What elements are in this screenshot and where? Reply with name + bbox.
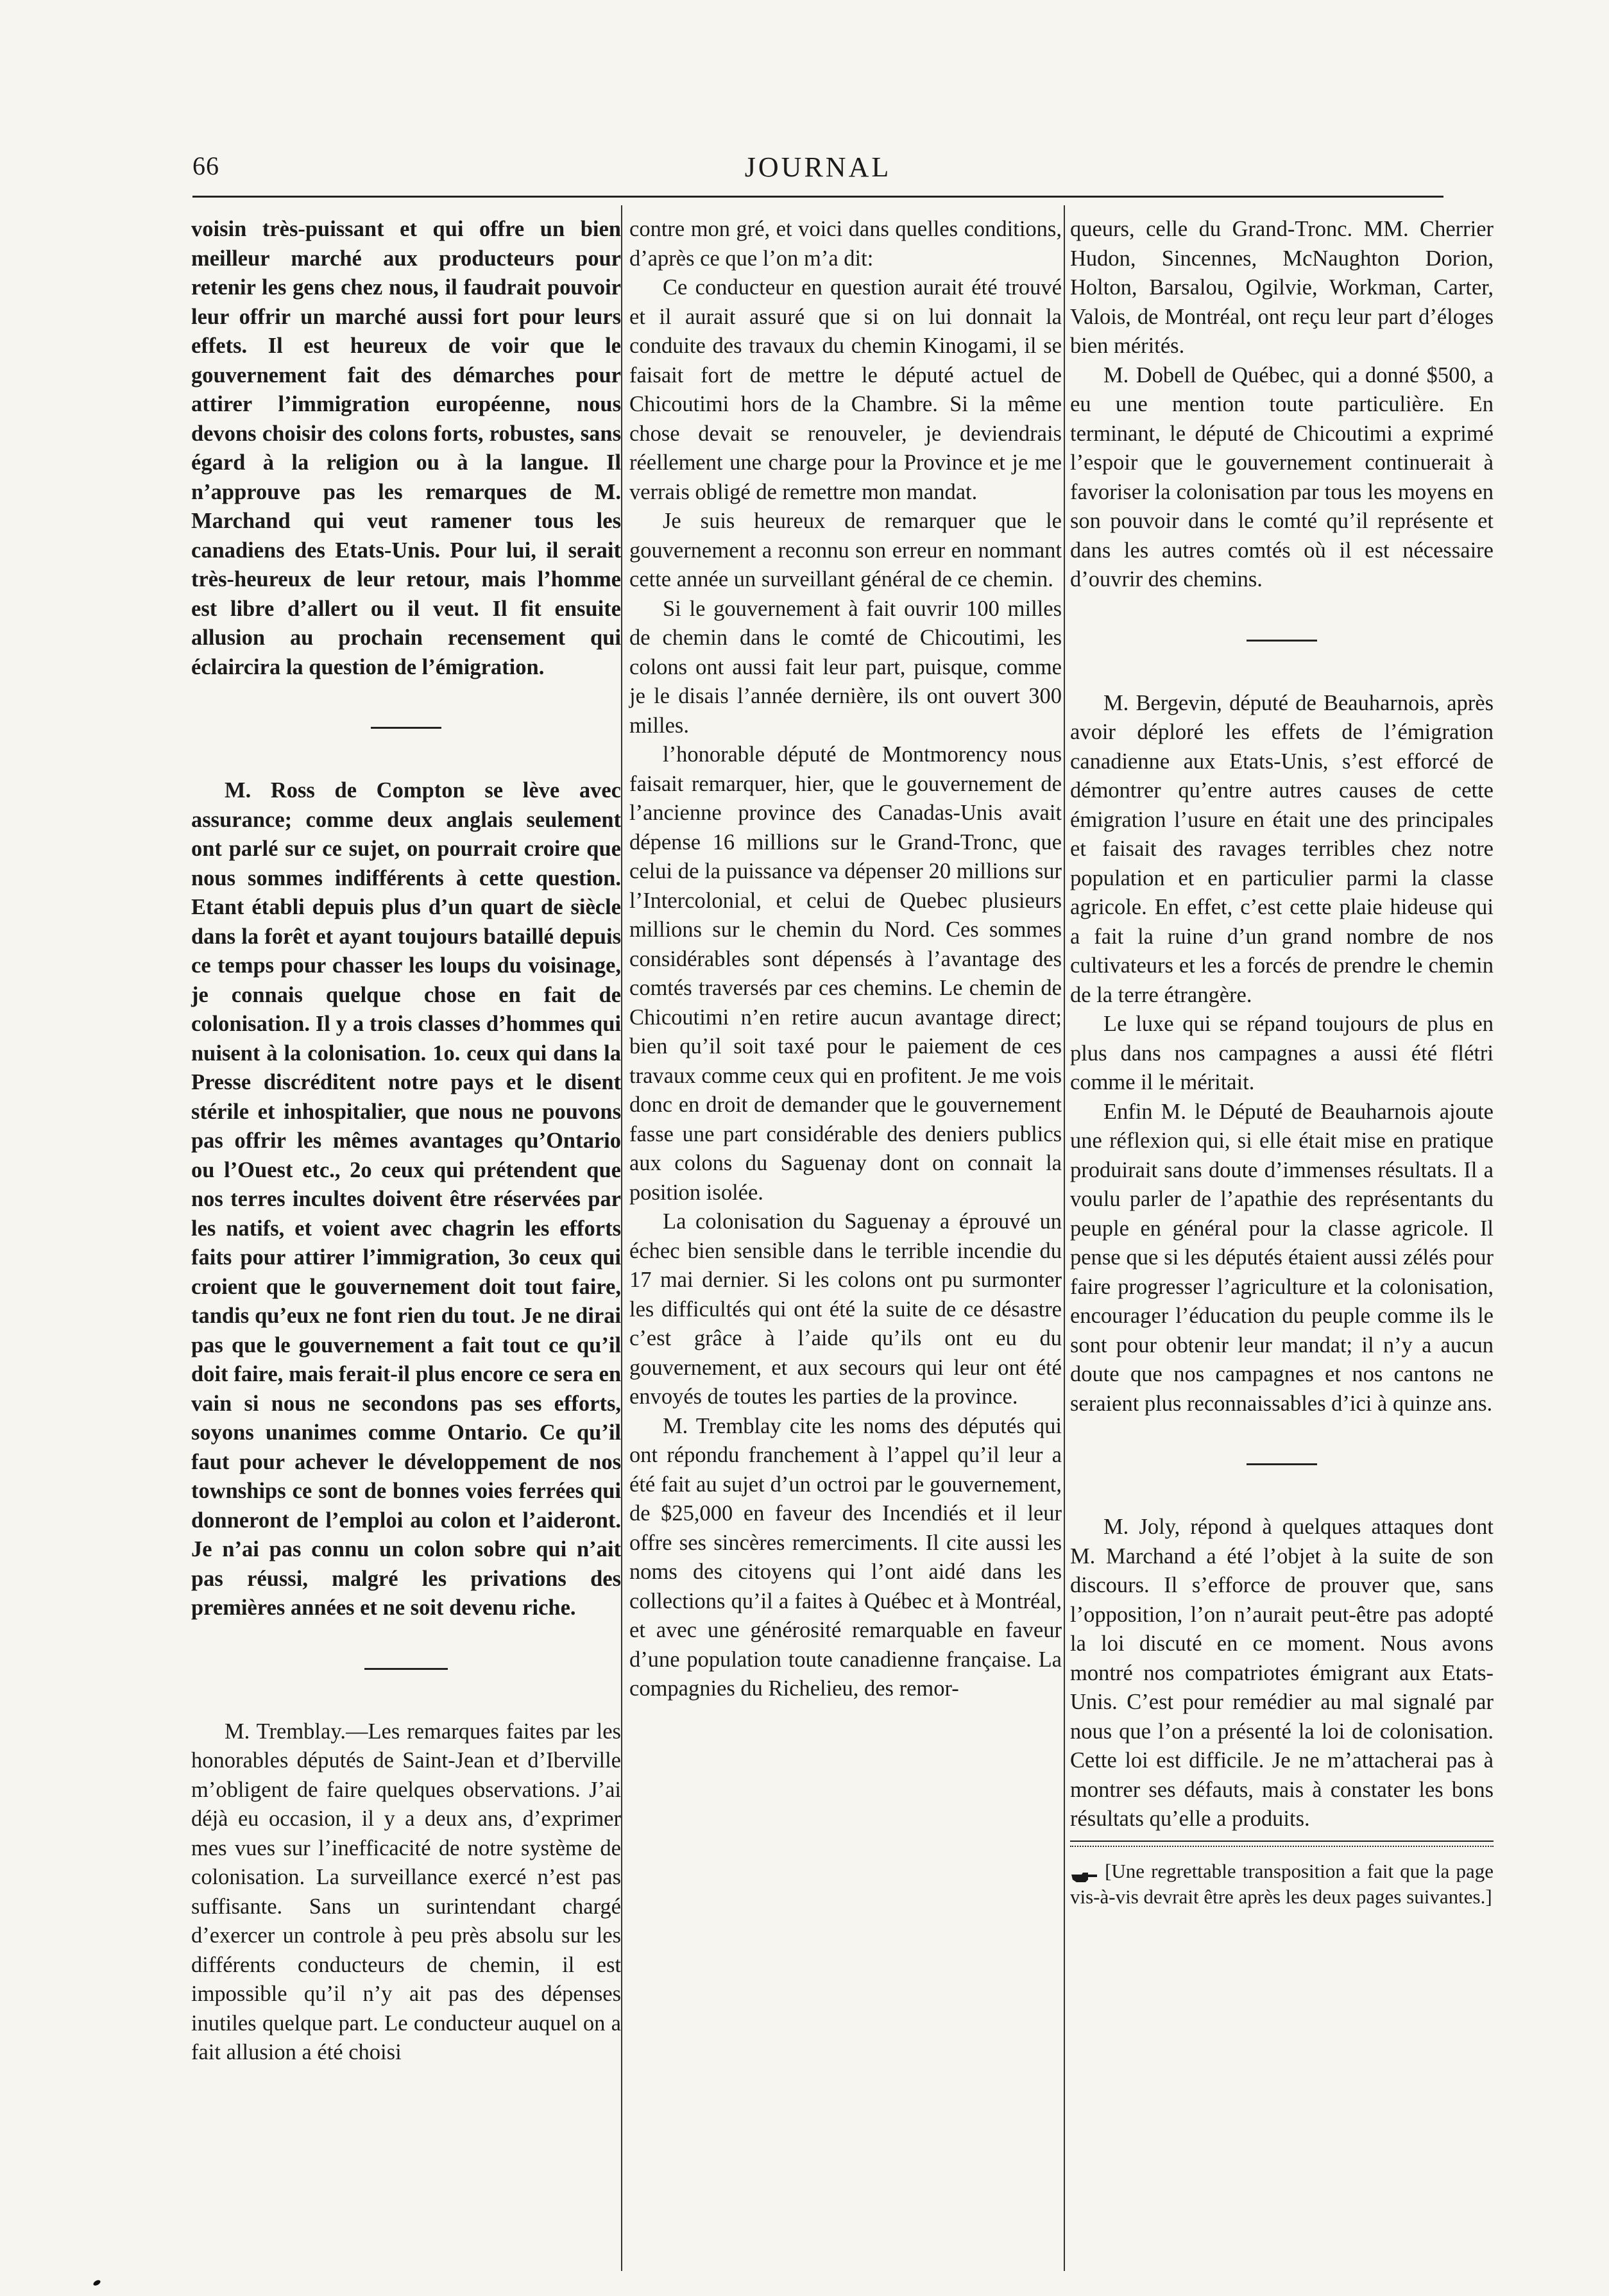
col1-paragraph-3: M. Tremblay.—Les remarques faites par les honorables députés de Saint-Jean et d’Iberville m’obligent de faire quelques observations. J’ai déjà eu occasion, il y a deux ans, d’exprimer mes vues sur l’inefficacité de notre système de colonisation. La surveillance exercé n’est pas suffisante. Sans un surintendant chargé d’exercer un controle à peu près absolu sur les différents conducteurs de chemin, il est impossible qu’il n’y ait pas des dépenses inutiles quelque part. Le conducteur auquel on a fait allusion a été choisi	[191, 1719, 621, 2064]
column-1	[191, 215, 621, 2068]
col3-paragraph-1: queurs, celle du Grand-Tronc. MM. Cherrier Hudon, Sincennes, McNaughton Dorion, Holton, Barsalou, Ogilvie, Workman, Carter, Valois, de Montréal, ont reçu leur part d’éloges bien mérités.	[1070, 217, 1494, 358]
header-rule	[192, 196, 1443, 198]
col2-paragraph-1: contre mon gré, et voici dans quelles conditions, d’après ce que l’on m’a dit:	[629, 217, 1062, 271]
section-separator	[1247, 640, 1317, 642]
column-3	[1070, 215, 1494, 1910]
section-separator	[1247, 1463, 1317, 1465]
col2-paragraph-2: Ce conducteur en question aurait été trouvé et il aurait assuré que si on lui donnait la conduite des travaux du chemin Kinogami, il se faisait fort de mettre le député actuel de Chicoutimi hors de la Chambre. Si la même chose devait se renouveler, je deviendrais réellement une charge pour la Province et je me verrais obligé de remettre mon mandat.	[629, 275, 1062, 504]
col2-paragraph-3: Je suis heureux de remarquer que le gouvernement a reconnu son erreur en nommant cette année un surveillant général de ce chemin.	[629, 509, 1062, 591]
col3-paragraph-3: M. Bergevin, député de Beauharnois, après avoir déploré les effets de l’émigration canadienne aux Etats-Unis, s’est efforcé de démontrer qu’entre autres causes de cette émigration l’usure en était une des principales et faisait des ravages terribles chez notre population et en particulier parmi la classe agricole. En effet, c’est cette plaie hideuse qui a fait la ruine d’un grand nombre de nos cultivateurs et les a forcés de prendre le chemin de la terre étrangère.	[1070, 690, 1494, 1007]
col3-paragraph-2: M. Dobell de Québec, qui a donné $500, a eu une mention toute particulière. En terminant, le député de Chicoutimi a exprimé l’espoir que le gouvernement continuerait à favoriser la colonisation par tous les moyens en son pouvoir dans le comté qu’il représente et dans les autres comtés où il est nécessaire d’ouvrir des chemins.	[1070, 362, 1494, 591]
pointing-hand-icon	[1070, 1866, 1098, 1880]
col2-paragraph-6: La colonisation du Saguenay a éprouvé un échec bien sensible dans le terrible incendie du 17 mai dernier. Si les colons ont pu surmonter les difficultés qui ont été la suite de ce désastre c’est grâce à l’aide qu’ils ont eu du gouvernement, et aux secours qui leur ont été envoyés de toutes les parties de la province.	[629, 1209, 1062, 1409]
page-number: 66	[192, 151, 219, 180]
col2-paragraph-5: l’honorable député de Montmorency nous faisait remarquer, hier, que le gouvernement de l’ancienne province des Canadas-Unis avait dépense 16 millions sur le Grand-Tronc, que celui de la puissance va dépenser 20 millions sur l’Intercolonial, et celui de Quebec plusieurs millions sur le chemin du Nord. Ces sommes considérables sont dépensés à l’avantage des comtés traversés par ces chemins. Le chemin de Chicoutimi n’en retire aucun avantage direct; bien qu’il soit taxé pour le paiement de ces travaux comme ceux qui en profitent. Je me vois donc en droit de demander que le gouvernement fasse une part considérable des deniers publics aux colons du Saguenay dont on connait la position isolée.	[629, 742, 1062, 1205]
col3-paragraph-4: Le luxe qui se répand toujours de plus en plus dans nos campagnes a aussi été flétri comme il le méritait.	[1070, 1012, 1494, 1094]
col3-paragraph-6: M. Joly, répond à quelques attaques dont M. Marchand a été l’objet à la suite de son discours. Il s’efforce de prouver que, sans l’opposition, l’on n’aurait peut-être pas adopté la loi discuté en ce moment. Nous avons montré nos compatriotes émigrant aux Etats-Unis. C’est pour remédier au mal signalé par nous que l’on a présenté la loi de colonisation. Cette loi est difficile. Je ne m’attacherai pas à montrer ses défauts, mais à constater les bons résultats qu’elle a produits.	[1070, 1515, 1494, 1831]
column-divider-2	[1064, 205, 1065, 2271]
col3-paragraph-5: Enfin M. le Député de Beauharnois ajoute une réflexion qui, si elle était mise en pratique produirait sans doute d’immenses résultats. Il a voulu parler de l’apathie des représentants du peuple en général pour la classe agricole. Il pense que si les députés étaient aussi zélés pour faire progresser l’agriculture et la colonisation, encourager l’éducation du peuple comme ils le sont pour obtenir leur mandat; il n’y a aucun doute que nos campagnes et nos cantons ne seraient plus reconnaissables d’ici à quinze ans.	[1070, 1099, 1494, 1416]
column-2	[629, 215, 1062, 1704]
col2-paragraph-7: M. Tremblay cite les noms des députés qui ont répondu franchement à l’appel qu’il leur a été fait au sujet d’un octroi par le gouvernement, de $25,000 en faveur des Incendiés et il leur offre ses sincères remerciments. Il cite aussi les noms des citoyens qui l’ont aidé dans les collections qu’il a faites à Québec et à Montréal, et avec une générosité remarquable en faveur d’une population toute canadienne française. La compagnies du Richelieu, des remor-	[629, 1413, 1062, 1701]
note-rule	[1070, 1841, 1494, 1847]
ink-mark	[92, 2279, 101, 2286]
col1-paragraph-1: voisin très-puissant et qui offre un bien meilleur marché aux producteurs pour retenir les gens chez nous, il faudrait pouvoir leur offrir un marché aussi fort pour leurs effets. Il est heureux de voir que le gouvernement fait des démarches pour attirer l’immigration européenne, nous devons choisir des colons forts, robustes, sans égard à la religion ou à la langue. Il n’approuve pas les remarques de M. Marchand qui veut ramener tous les canadiens des Etats-Unis. Pour lui, il serait très-heureux de leur retour, mais l’homme est libre d’allert ou il veut. Il fit ensuite allusion au prochain recensement qui éclaircira la question de l’émigration.	[191, 217, 621, 679]
column-divider-1	[621, 205, 622, 2271]
section-separator	[364, 1668, 448, 1670]
col1-paragraph-2: M. Ross de Compton se lève avec assurance; comme deux anglais seulement ont parlé sur ce sujet, on pourrait croire que nous sommes indifférents à cette question. Etant établi depuis plus d’un quart de siècle dans la forêt et ayant toujours bataillé depuis ce temps pour chasser les loups du voisinage, je connais quelque chose en fait de colonisation. Il y a trois classes d’hommes qui nuisent à la colonisation. 1o. ceux qui dans la Presse discréditent notre pays et le disent stérile et inhospitalier, que nous ne pouvons pas offrir les mêmes avantages qu’Ontario ou l’Ouest etc., 2o ceux qui prétendent que nos terres incultes doivent être réservées par les natifs, et voient avec chagrin les efforts faits pour attirer l’immigration, 3o ceux qui croient que le gouvernement doit tout faire, tandis qu’eux ne font rien du tout. Je ne dirai pas que le gouvernement a fait tout ce qu’il doit faire, mais ferait-il plus encore ce sera en vain si nous ne secondons pas ses efforts, soyons unanimes comme Ontario. Ce qu’il faut pour achever le développement de nos townships ce sont de bonnes voies ferrées qui donneront de l’emploi au colon et l’aideront. Je n’ai pas connu un colon sobre qui n’ait pas réussi, malgré les privations des premières années et ne soit devenu riche.	[191, 778, 621, 1620]
editorial-note-text: [Une regrettable transposition a fait que la page vis-à-vis devrait être après les deux pages suivantes.]	[1070, 1859, 1494, 1908]
editorial-note	[1070, 1858, 1494, 1910]
section-separator	[371, 727, 441, 729]
journal-title: JOURNAL	[744, 151, 892, 183]
page-header	[192, 151, 1443, 189]
col2-paragraph-4: Si le gouvernement à fait ouvrir 100 milles de chemin dans le comté de Chicoutimi, les colons ont aussi fait leur part, puisque, comme je le disais l’année dernière, ils ont ouvert 300 milles.	[629, 596, 1062, 738]
